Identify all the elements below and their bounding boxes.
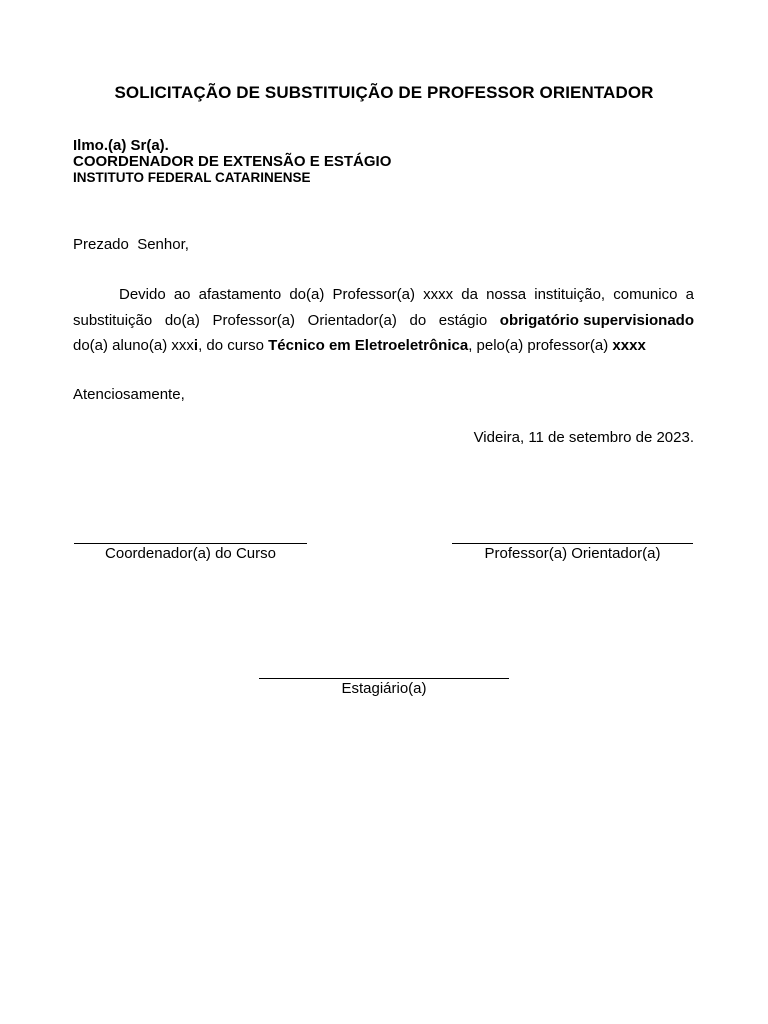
course-name: Técnico em Eletroeletrônica bbox=[268, 337, 469, 354]
line-2-words bbox=[73, 312, 694, 329]
signature-caption: Professor(a) Orientador(a) bbox=[484, 545, 661, 562]
body-word: do(a) bbox=[164, 312, 200, 329]
recipient-block bbox=[73, 138, 391, 186]
body-word: Orientador(a) bbox=[307, 312, 397, 329]
body-paragraph-line-1 bbox=[73, 286, 694, 303]
signature-line bbox=[74, 543, 307, 544]
signature-intern bbox=[259, 678, 509, 697]
body-word: Professor(a) bbox=[332, 286, 416, 303]
recipient-institution: INSTITUTO FEDERAL CATARINENSE bbox=[73, 170, 311, 185]
body-word: xxxx bbox=[423, 286, 454, 303]
body-word: da bbox=[461, 286, 478, 303]
line-3-text-c: , do curso bbox=[198, 337, 269, 354]
line-3-text-d: , pelo(a) professor(a) bbox=[468, 337, 613, 354]
internship-type: obrigatório supervisionado bbox=[499, 312, 694, 329]
body-word: do bbox=[409, 312, 427, 329]
recipient-salutation: Ilmo.(a) Sr(a). bbox=[73, 137, 169, 154]
body-paragraph-line-2 bbox=[73, 312, 694, 329]
recipient-role: COORDENADOR DE EXTENSÃO E ESTÁGIO bbox=[73, 153, 392, 170]
line-3-text-b: i bbox=[193, 337, 199, 354]
greeting: Prezado Senhor, bbox=[73, 236, 189, 253]
body-word: nossa bbox=[486, 286, 527, 303]
body-word: ao bbox=[173, 286, 191, 303]
body-word: estágio bbox=[438, 312, 488, 329]
signature-advisor bbox=[452, 543, 693, 562]
line-3-text-a: do(a) aluno(a) xxx bbox=[73, 337, 194, 354]
body-word: afastamento bbox=[198, 286, 282, 303]
signature-line bbox=[452, 543, 693, 544]
signature-caption: Estagiário(a) bbox=[341, 680, 427, 697]
closing: Atenciosamente, bbox=[73, 386, 185, 403]
date-line: Videira, 11 de setembro de 2023. bbox=[473, 429, 694, 446]
body-word: substituição bbox=[73, 312, 153, 329]
body-word: a bbox=[685, 286, 694, 303]
body-word: do(a) bbox=[289, 286, 325, 303]
line-1-words bbox=[73, 286, 694, 303]
body-word: instituição, bbox=[534, 286, 606, 303]
signature-line bbox=[259, 678, 509, 679]
new-advisor-name: xxxx bbox=[612, 337, 646, 354]
body-word: Professor(a) bbox=[212, 312, 296, 329]
body-paragraph-line-3 bbox=[73, 337, 694, 354]
body-word: Devido bbox=[119, 286, 166, 303]
document-title: SOLICITAÇÃO DE SUBSTITUIÇÃO DE PROFESSOR ORIENTADOR bbox=[114, 83, 654, 102]
signature-caption: Coordenador(a) do Curso bbox=[105, 545, 276, 562]
body-word: comunico bbox=[613, 286, 678, 303]
signature-coordinator bbox=[74, 543, 307, 562]
